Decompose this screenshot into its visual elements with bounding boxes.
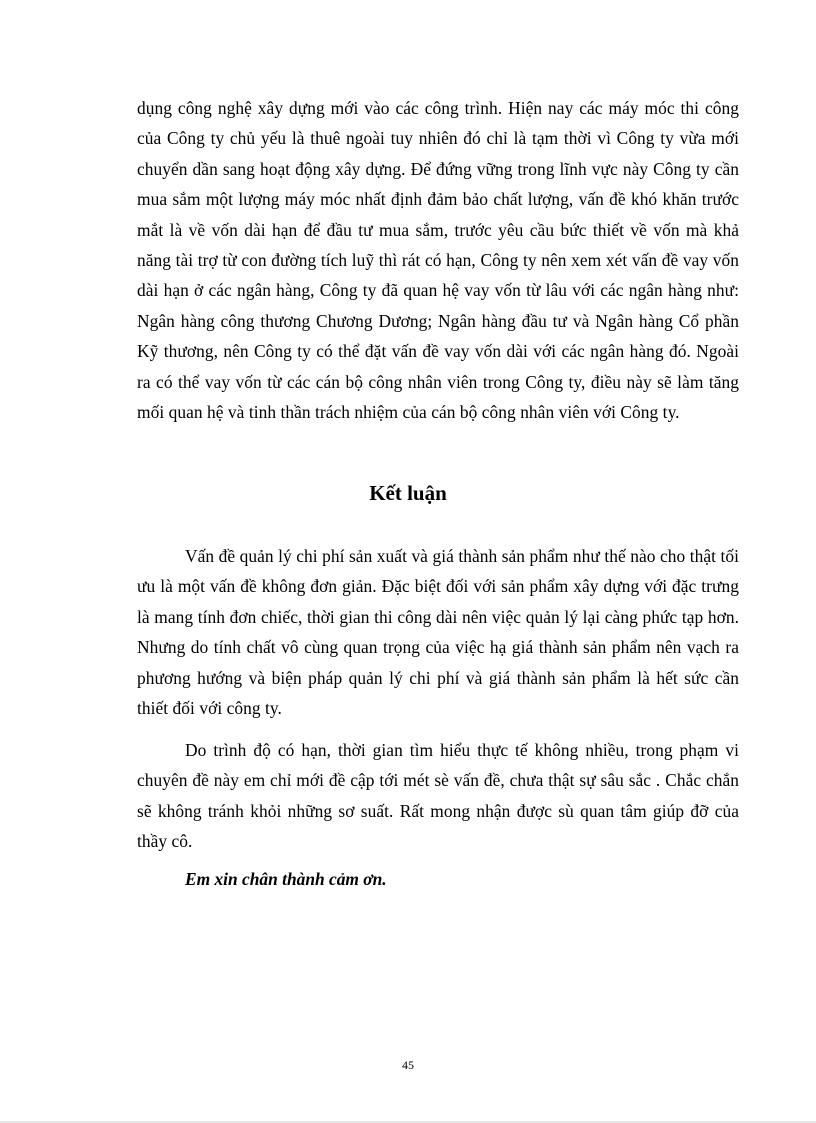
page-number: 45	[402, 1058, 414, 1072]
conclusion-paragraph-2: Do trình độ có hạn, thời gian tìm hiểu thực tế không nhiều, trong phạm vi chuyên đề này em chỉ mới đề cập tới mét sè vấn đề, chưa thật sự sâu sắc . Chắc chắn sẽ không tránh khỏi những sơ suất. Rất mong nhận được sù quan tâm giúp đỡ của thầy cô.	[137, 740, 739, 852]
paragraph-intro: dụng công nghệ xây dựng mới vào các công trình. Hiện nay các máy móc thi công của Công ty chủ yếu là thuê ngoài tuy nhiên đó chỉ là tạm thời vì Công ty vừa mới chuyển dần sang hoạt động xây dựng. Để đứng vững trong lĩnh vực này Công ty cần mua sắm một lượng máy móc nhất định đảm bảo chất lượng, vấn đề khó khăn trước mắt là về vốn dài hạn để đầu tư mua sắm, trước yêu cầu bức thiết về vốn mà khả năng tài trợ từ con đường tích luỹ thì rát có hạn, Công ty nên xem xét vấn đề vay vốn dài hạn ở các ngân hàng, Công ty đã quan hệ vay vốn từ lâu với các ngân hàng như: Ngân hàng công thương Chương Dương; Ngân hàng đầu tư và Ngân hàng Cổ phần Kỹ thương, nên Công ty có thể đặt vấn đề vay vốn dài với các ngân hàng đó. Ngoài ra có thể vay vốn từ các cán bộ công nhân viên trong Công ty, điều này sẽ làm tăng mối quan hệ và tinh thần trách nhiệm của cán bộ công nhân viên với Công ty.	[137, 98, 739, 423]
conclusion-heading: Kết luận	[369, 481, 447, 505]
closing-line: Em xin chân thành cảm ơn.	[185, 869, 387, 889]
conclusion-paragraph-1: Vấn đề quản lý chi phí sản xuất và giá thành sản phẩm như thế nào cho thật tối ưu là một vấn đề không đơn giản. Đặc biệt đối với sản phẩm xây dựng với đặc trưng là mang tính đơn chiếc, thời gian thi công dài nên việc quản lý lại càng phức tạp hơn. Nhưng do tính chất vô cùng quan trọng của việc hạ giá thành sản phẩm nên vạch ra phương hướng và biện pháp quản lý chi phí và giá thành sản phẩm là hết sức cần thiết đối với công ty.	[137, 546, 739, 719]
